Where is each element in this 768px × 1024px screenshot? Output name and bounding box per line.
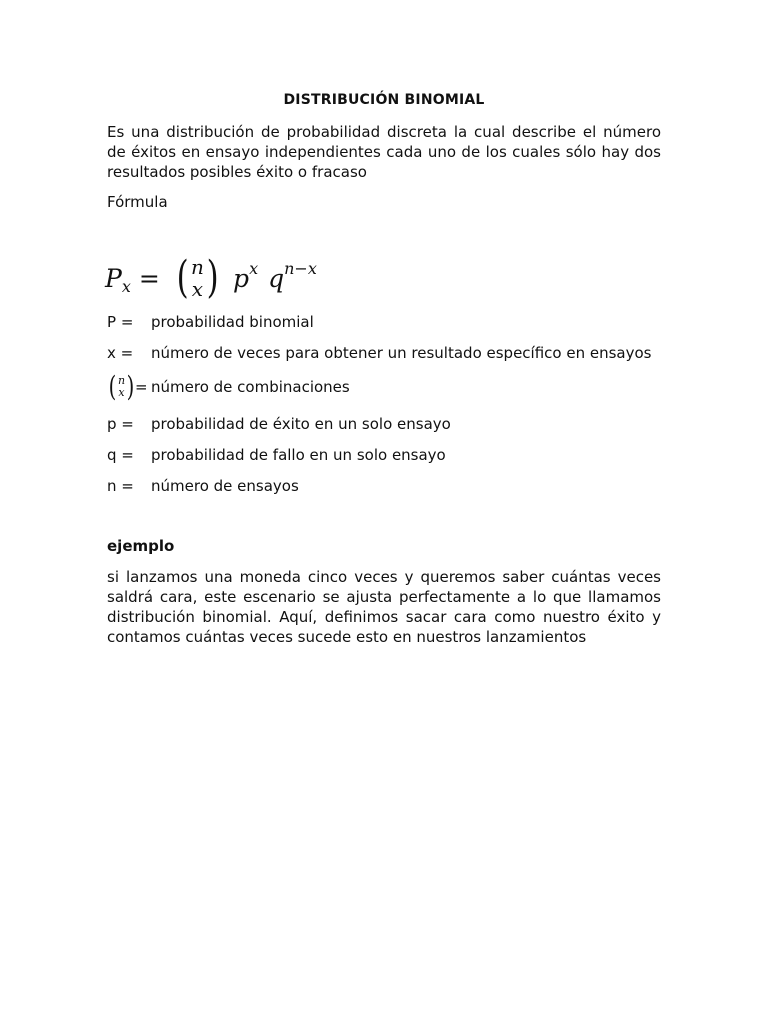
variable-row-x	[107, 342, 707, 364]
formula-lhs-subscript: x	[121, 276, 131, 296]
variable-row-n	[107, 475, 707, 497]
formula-p: p	[233, 263, 250, 293]
variable-definition: número de veces para obtener un resultado específico en ensayos	[151, 344, 652, 362]
variable-row-p	[107, 413, 707, 435]
formula-equals: =	[138, 263, 160, 293]
small-binom-top: n	[117, 374, 126, 387]
variable-definition: probabilidad de fallo en un solo ensayo	[151, 446, 446, 464]
left-paren: (	[176, 252, 189, 303]
formula-q: q	[268, 263, 285, 293]
variable-symbol: q =	[107, 446, 134, 464]
formula-lhs: P	[105, 263, 122, 293]
variable-symbol: n =	[107, 477, 134, 495]
small-binom-bottom: x	[118, 386, 125, 399]
variable-row-P	[107, 311, 707, 333]
variable-row-combinations	[107, 370, 707, 403]
variable-symbol: p =	[107, 415, 134, 433]
variable-symbol: x =	[107, 344, 134, 362]
variable-symbol: =	[135, 378, 148, 396]
variable-symbol: P =	[107, 313, 134, 331]
example-paragraph: si lanzamos una moneda cinco veces y queremos saber cuántas veces saldrá cara, este escenario se ajusta perfectamente a lo que llamamos distribución binomial. Aquí, definimos sacar cara como nuestro éxito y contamos cuántas veces sucede esto en nuestros lanzamientos	[107, 568, 661, 646]
variable-definition: número de combinaciones	[151, 378, 350, 396]
example-heading: ejemplo	[107, 537, 175, 555]
variable-row-q	[107, 444, 707, 466]
formula-p-exponent: x	[249, 258, 259, 278]
right-paren: )	[206, 252, 219, 303]
intro-paragraph: Es una distribución de probabilidad discreta la cual describe el número de éxitos en ensayo independientes cada uno de los cuales sólo hay dos resultados posibles éxito o fracaso	[107, 123, 661, 181]
binom-top: n	[190, 255, 204, 279]
formula-binomial-coefficient	[174, 252, 221, 303]
formula-label: Fórmula	[107, 193, 168, 211]
binom-bottom: x	[191, 277, 204, 301]
document-title: DISTRIBUCIÓN BINOMIAL	[283, 92, 485, 108]
formula-q-exponent: n−x	[284, 258, 317, 278]
variable-definition: número de ensayos	[151, 477, 299, 495]
variable-definition: probabilidad binomial	[151, 313, 314, 331]
small-binomial-icon: ( n x )	[108, 370, 135, 403]
variable-definition: probabilidad de éxito en un solo ensayo	[151, 415, 451, 433]
binomial-formula	[105, 250, 317, 306]
